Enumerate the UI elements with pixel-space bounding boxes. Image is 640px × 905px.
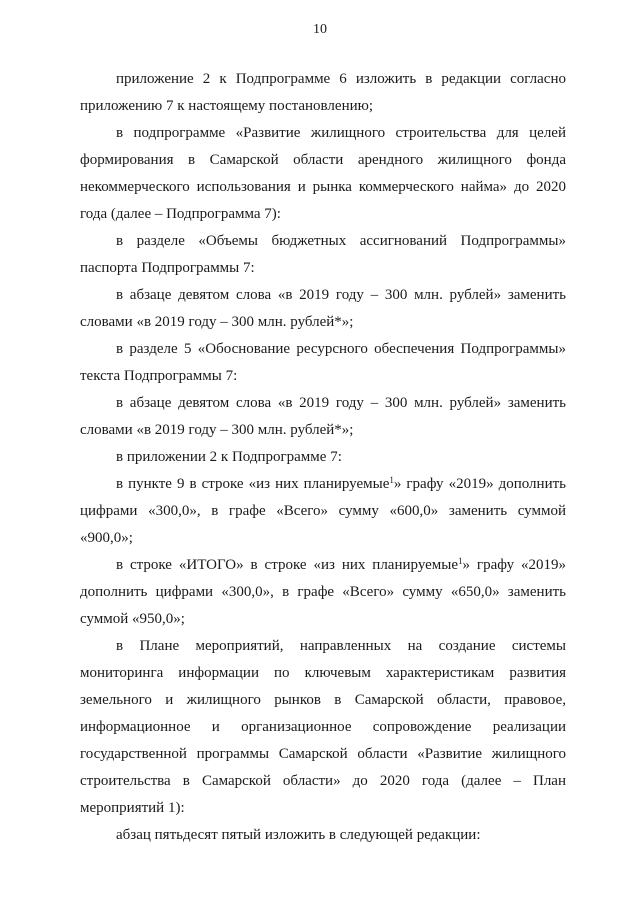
paragraph-fifty-fifth-abstract: абзац пятьдесят пятый изложить в следующей редакции: — [116, 827, 481, 843]
page-number: 10 — [313, 22, 327, 37]
paragraph-ninth-abstract-1: в абзаце девятом слова «в 2019 году – 300 млн. рублей» заменить словами «в 2019 году – 300 млн. рублей*»; — [80, 287, 566, 330]
paragraph-item-9 — [80, 471, 566, 552]
paragraph-ninth-abstract-2: в абзаце девятом слова «в 2019 году – 300 млн. рублей» заменить словами «в 2019 году – 300 млн. рублей*»; — [80, 395, 566, 438]
paragraph-total-row — [80, 552, 566, 633]
paragraph-budget-section: в разделе «Объемы бюджетных ассигнований Подпрограммы» паспорта Подпрограммы 7: — [80, 233, 566, 276]
paragraph-action-plan: в Плане мероприятий, направленных на создание системы мониторинга информации по ключевым характеристикам развития земельного и жилищного рынков в Самарской области, правовое, информационное и организационное сопровождение реализации государственной программы Самарской области «Развитие жилищного строительства в Самарской области» до 2020 года (далее – План мероприятий 1): — [80, 638, 566, 816]
footnote-marker: 1 — [389, 475, 394, 485]
paragraph-total-row-text-after: » графу «2019» дополнить цифрами «300,0», в графе «Всего» сумму «650,0» заменить суммой «950,0»; — [80, 557, 567, 627]
footnote-marker: 1 — [458, 556, 463, 566]
paragraph-section-5: в разделе 5 «Обоснование ресурсного обеспечения Подпрограммы» текста Подпрограммы 7: — [80, 341, 566, 384]
paragraph-subprogram-7-intro: в подпрограмме «Развитие жилищного строительства для целей формирования в Самарской области арендного жилищного фонда некоммерческого использования и рынка коммерческого найма» до 2020 года (далее – Подпрограмма 7): — [80, 125, 566, 222]
paragraph-total-row-text-before: в строке «ИТОГО» в строке «из них планируемые — [116, 557, 459, 573]
document-body — [80, 66, 566, 849]
paragraph-item-9-text-after: » графу «2019» дополнить цифрами «300,0», в графе «Всего» сумму «600,0» заменить суммой «900,0»; — [80, 476, 566, 546]
paragraph-appendix-2-subprogram-6: приложение 2 к Подпрограмме 6 изложить в редакции согласно приложению 7 к настоящему постановлению; — [80, 71, 566, 114]
paragraph-item-9-text-before: в пункте 9 в строке «из них планируемые — [116, 476, 390, 492]
paragraph-appendix-2-subprogram-7: в приложении 2 к Подпрограмме 7: — [116, 449, 342, 465]
